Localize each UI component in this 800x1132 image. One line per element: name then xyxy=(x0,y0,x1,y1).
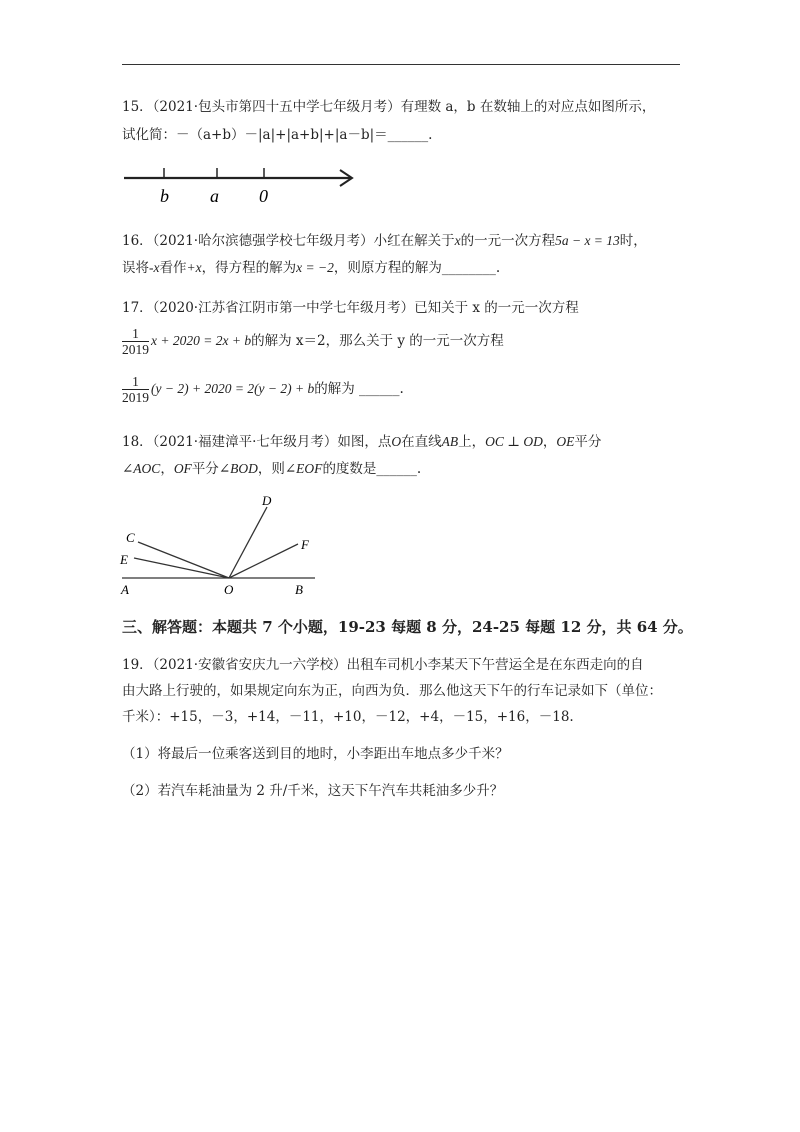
q19-subquestion-2: （2）若汽车耗油量为 2 升/千米，这天下午汽车共耗油多少升？ xyxy=(122,783,504,799)
q17-equation1: x + 2020 = 2x + b xyxy=(151,333,252,348)
q19-subquestion-1: （1）将最后一位乘客送到目的地时，小李距出车地点多少千米？ xyxy=(122,746,509,762)
section-heading: 三、解答题：本题共 7 个小题，19-23 每题 8 分，24-25 每题 12 分，共 64 分。 xyxy=(122,618,693,636)
q16-minus-x: -x xyxy=(149,260,160,275)
q18-l1-mid2: 上， xyxy=(458,434,486,450)
q18-text-line1 xyxy=(122,433,601,451)
q18-l1-mid: 在直线 xyxy=(401,434,442,450)
q16-text-line1 xyxy=(122,232,647,250)
q16-plus-x: +x xyxy=(186,260,202,275)
q17-equation1-line xyxy=(122,326,504,357)
number-line-label-b: b xyxy=(160,186,169,206)
header-rule xyxy=(122,64,680,65)
q19-text-line1: 19．（2021·安徽省安庆九一六学校）出租车司机小李某天下午营运全是在东西走向的自 xyxy=(122,657,644,673)
q16-equation: 5a − x = 13 xyxy=(555,233,620,248)
q17-text-line1: 17．（2020·江苏省江阴市第一中学七年级月考）已知关于 x 的一元一次方程 xyxy=(122,300,579,316)
q15-text-line1: 15．（2021·包头市第四十五中学七年级月考）有理数 a，b 在数轴上的对应点如图所示， xyxy=(122,99,656,115)
angle-label-c: C xyxy=(126,530,135,545)
q18-l1-post: 平分 xyxy=(574,434,602,450)
angle-label-d: D xyxy=(262,493,272,508)
q17-equation2: (y − 2) + 2020 = 2(y − 2) + b xyxy=(151,381,315,396)
angle-figure xyxy=(112,490,332,600)
q16-l1-post: 时， xyxy=(619,233,647,249)
q18-text-line2 xyxy=(122,460,421,478)
q18-l1-pre: 18．（2021·福建漳平·七年级月考）如图，点 xyxy=(122,434,392,450)
q18-angle-eof: ∠EOF xyxy=(284,461,323,476)
q16-l2-post: ，则原方程的解为________. xyxy=(333,260,501,276)
q16-l2-pre: 误将 xyxy=(122,260,149,276)
q18-l1-mid3: ， xyxy=(542,434,557,450)
q18-line-ab: AB xyxy=(441,434,459,449)
angle-label-o: O xyxy=(224,582,234,597)
q16-solution: x = −2 xyxy=(296,260,334,275)
q19-text-line3: 千米）：+15，－3，+14，－11，+10，－12，+4，－15，+16，－18. xyxy=(122,709,574,725)
q18-perpendicular: OC ⊥ OD xyxy=(485,434,543,449)
q18-l2-post: 的度数是______. xyxy=(322,461,422,477)
angle-label-e: E xyxy=(120,552,128,567)
angle-label-b: B xyxy=(295,582,303,597)
q18-l2-mid3: ，则 xyxy=(257,461,285,477)
q16-l2-d: ，得方程的解为 xyxy=(201,260,297,276)
number-line-figure xyxy=(122,160,362,208)
q19-text-line2: 由大路上行驶的，如果规定向东为正，向西为负．那么他这天下午的行车记录如下（单位： xyxy=(122,683,662,699)
q16-l1-pre: 16．（2021·哈尔滨德强学校七年级月考）小红在解关于 xyxy=(122,233,455,249)
q17-fraction-2: $\frac{1}{2019}$ xyxy=(122,374,149,405)
q18-ray-oe: OE xyxy=(556,434,575,449)
q18-angle-aoc: ∠AOC xyxy=(122,461,161,476)
q18-l2-mid2: 平分 xyxy=(191,461,219,477)
q16-text-line2 xyxy=(122,259,500,277)
q16-var-x: x xyxy=(454,233,461,248)
q17-eq2-post: 的解为 ______. xyxy=(314,381,404,397)
q16-l2-b: 看作 xyxy=(159,260,187,276)
angle-label-f: F xyxy=(301,537,309,552)
q17-eq1-post: 的解为 x＝2，那么关于 y 的一元一次方程 xyxy=(251,333,504,349)
number-line-label-a: a xyxy=(210,186,219,206)
q17-equation2-line xyxy=(122,374,404,405)
angle-label-a: A xyxy=(121,582,129,597)
q15-text-line2: 试化简：－（a+b）－|a|+|a+b|+|a－b|＝______. xyxy=(122,127,433,143)
q16-l1-mid: 的一元一次方程 xyxy=(460,233,556,249)
number-line-label-zero: 0 xyxy=(259,186,268,206)
q18-ray-of: OF xyxy=(173,461,192,476)
q18-point-o: O xyxy=(391,434,402,449)
q17-fraction-1: $\frac{1}{2019}$ xyxy=(122,326,149,357)
q18-angle-bod: ∠BOD xyxy=(218,461,258,476)
q18-l2-mid: ， xyxy=(160,461,174,477)
